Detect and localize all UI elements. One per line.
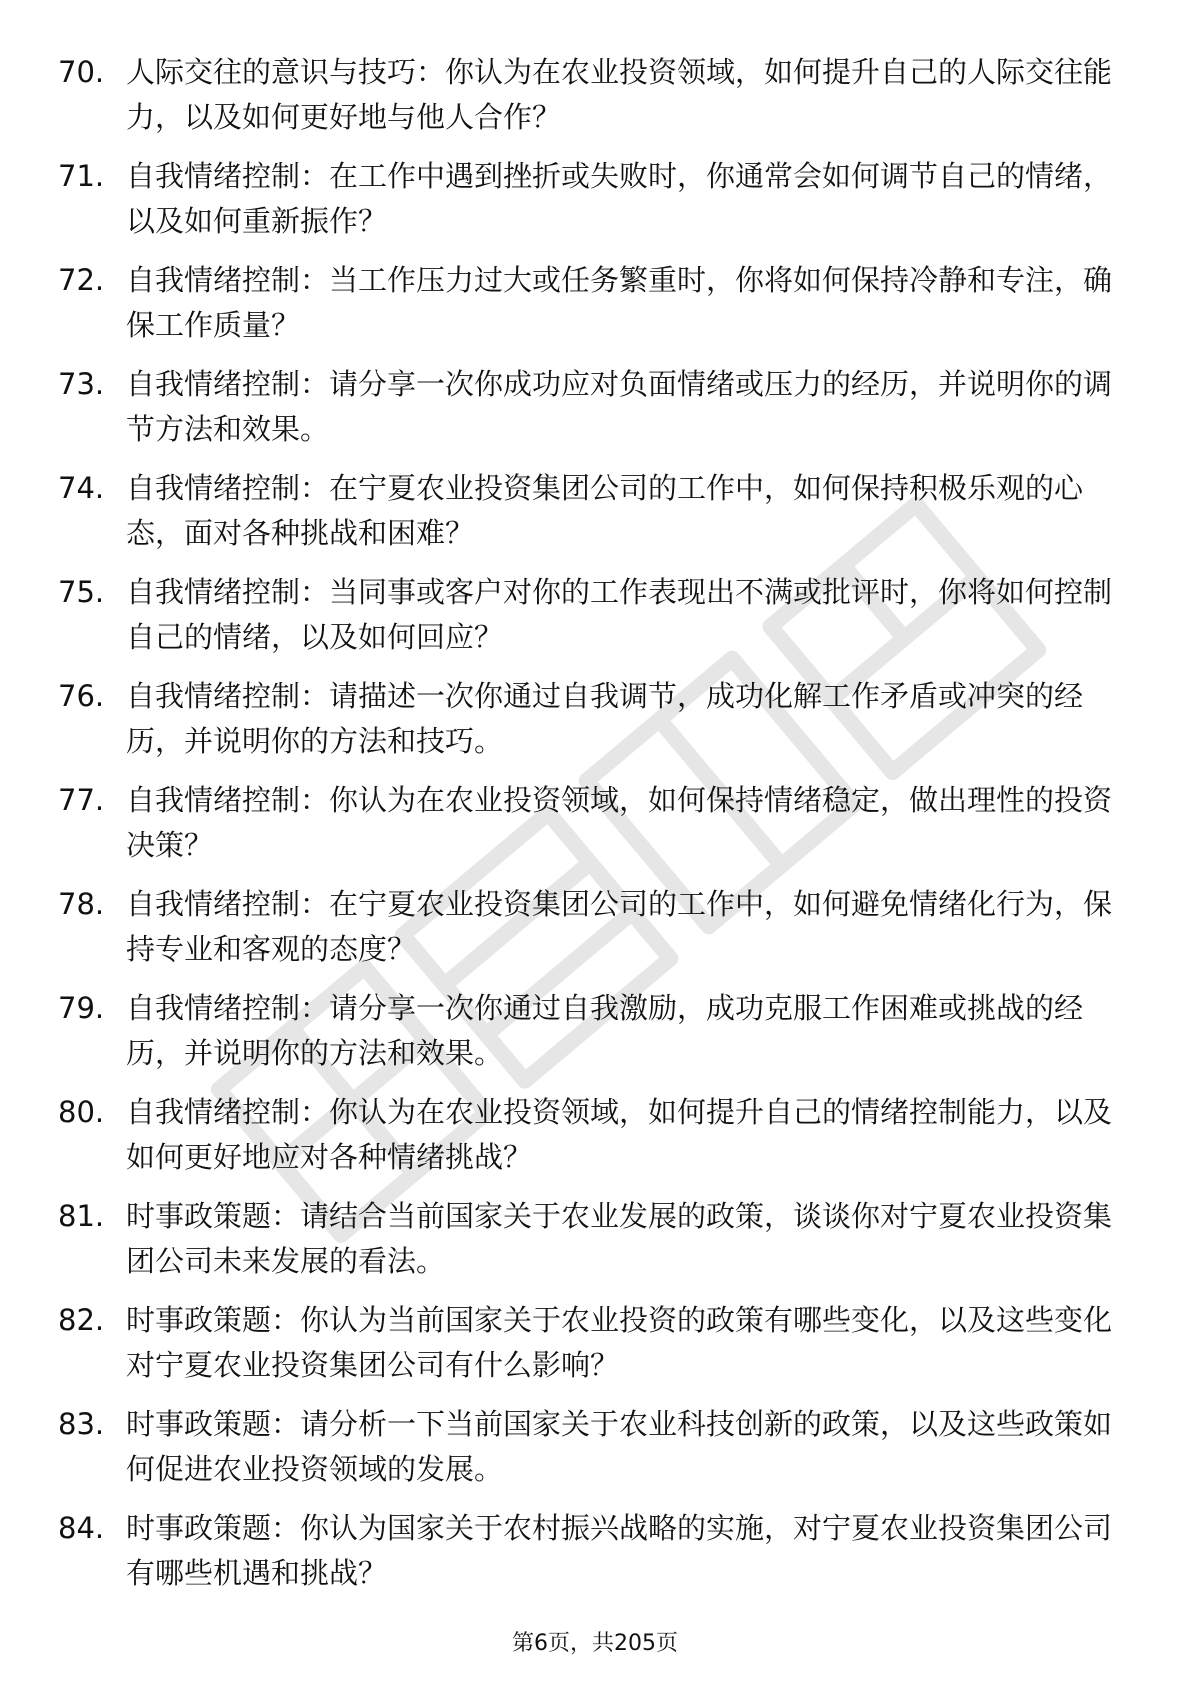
question-number: 80. — [58, 1095, 105, 1129]
question-item — [58, 1402, 1138, 1506]
question-text: 自我情绪控制：请分享一次你成功应对负面情绪或压力的经历，并说明你的调节方法和效果。 — [126, 367, 1113, 446]
question-item — [58, 882, 1138, 986]
question-text: 自我情绪控制：当同事或客户对你的工作表现出不满或批评时，你将如何控制自己的情绪，以及如何回应？ — [126, 575, 1113, 654]
question-item — [58, 1090, 1138, 1194]
question-number: 74. — [58, 471, 105, 505]
question-number: 73. — [58, 367, 105, 401]
question-list — [58, 50, 1138, 1610]
question-text: 时事政策题：请结合当前国家关于农业发展的政策，谈谈你对宁夏农业投资集团公司未来发展的看法。 — [126, 1199, 1113, 1278]
question-number: 72. — [58, 263, 105, 297]
question-text: 自我情绪控制：当工作压力过大或任务繁重时，你将如何保持冷静和专注，确保工作质量？ — [126, 263, 1113, 342]
question-number: 70. — [58, 55, 105, 89]
question-item — [58, 570, 1138, 674]
question-item — [58, 50, 1138, 154]
question-number: 77. — [58, 783, 105, 817]
question-item — [58, 1506, 1138, 1610]
question-number: 75. — [58, 575, 105, 609]
question-number: 84. — [58, 1511, 105, 1545]
question-text: 自我情绪控制：请描述一次你通过自我调节，成功化解工作矛盾或冲突的经历，并说明你的方法和技巧。 — [126, 679, 1084, 758]
question-text: 人际交往的意识与技巧：你认为在农业投资领域，如何提升自己的人际交往能力，以及如何更好地与他人合作？ — [126, 55, 1113, 134]
question-item — [58, 1298, 1138, 1402]
question-item — [58, 674, 1138, 778]
question-text: 自我情绪控制：在宁夏农业投资集团公司的工作中，如何避免情绪化行为，保持专业和客观的态度？ — [126, 887, 1113, 966]
question-text: 时事政策题：请分析一下当前国家关于农业科技创新的政策，以及这些政策如何促进农业投资领域的发展。 — [126, 1407, 1113, 1486]
question-text: 自我情绪控制：你认为在农业投资领域，如何提升自己的情绪控制能力，以及如何更好地应对各种情绪挑战？ — [126, 1095, 1113, 1174]
question-number: 81. — [58, 1199, 105, 1233]
question-item — [58, 778, 1138, 882]
question-text: 时事政策题：你认为国家关于农村振兴战略的实施，对宁夏农业投资集团公司有哪些机遇和挑战？ — [126, 1511, 1113, 1590]
question-text: 自我情绪控制：请分享一次你通过自我激励，成功克服工作困难或挑战的经历，并说明你的方法和效果。 — [126, 991, 1084, 1070]
question-number: 71. — [58, 159, 105, 193]
question-item — [58, 466, 1138, 570]
question-number: 83. — [58, 1407, 105, 1441]
page-indicator: 第6页，共205页 — [512, 1631, 678, 1656]
question-text: 自我情绪控制：你认为在农业投资领域，如何保持情绪稳定，做出理性的投资决策？ — [126, 783, 1113, 862]
question-item — [58, 154, 1138, 258]
question-item — [58, 986, 1138, 1090]
question-number: 78. — [58, 887, 105, 921]
question-number: 79. — [58, 991, 105, 1025]
question-number: 82. — [58, 1303, 105, 1337]
question-item — [58, 362, 1138, 466]
question-number: 76. — [58, 679, 105, 713]
question-item — [58, 1194, 1138, 1298]
question-text: 时事政策题：你认为当前国家关于农业投资的政策有哪些变化，以及这些变化对宁夏农业投资集团公司有什么影响？ — [126, 1303, 1113, 1382]
question-text: 自我情绪控制：在宁夏农业投资集团公司的工作中，如何保持积极乐观的心态，面对各种挑战和困难？ — [126, 471, 1084, 550]
question-item — [58, 258, 1138, 362]
question-text: 自我情绪控制：在工作中遇到挫折或失败时，你通常会如何调节自己的情绪，以及如何重新振作？ — [126, 159, 1113, 238]
